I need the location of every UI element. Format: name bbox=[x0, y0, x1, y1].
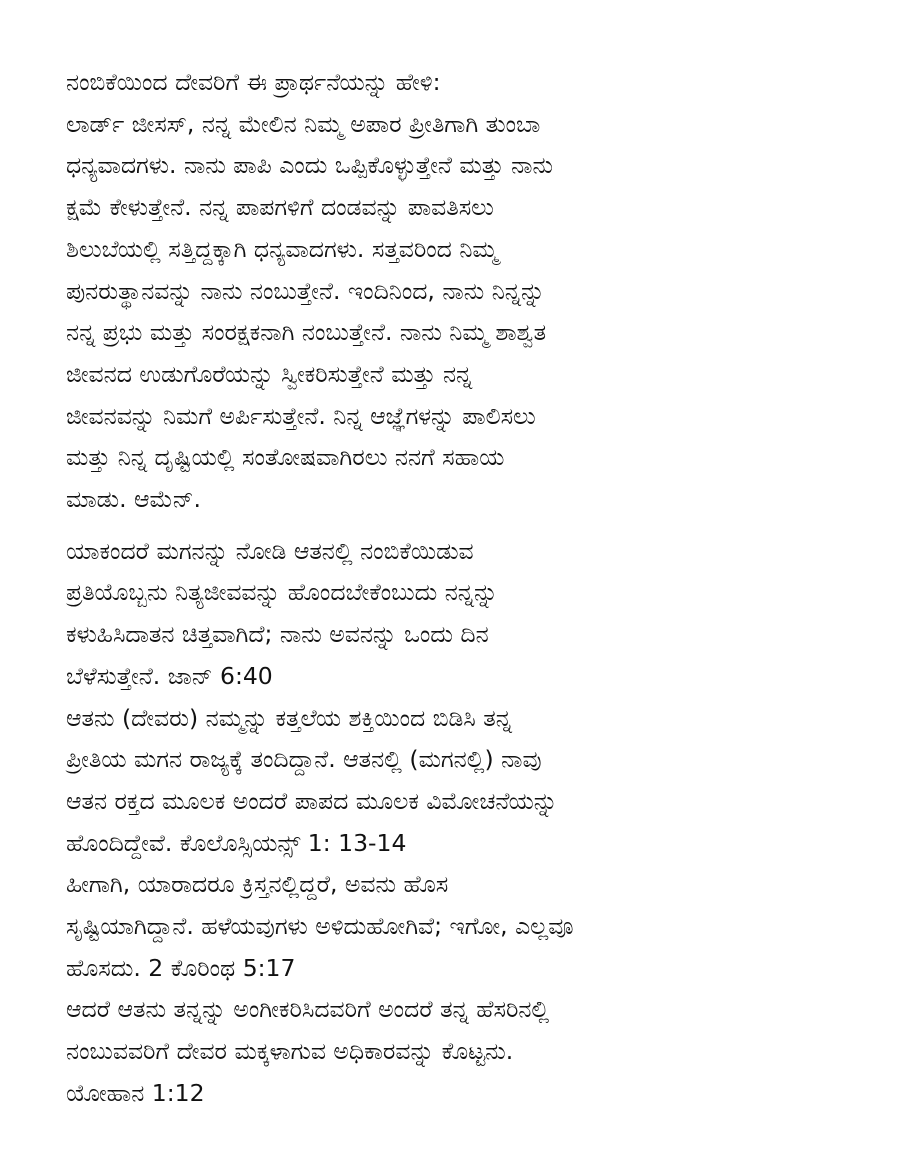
document-page bbox=[66, 62, 866, 1115]
verse-line: ನಂಬುವವರಿಗೆ ದೇವರ ಮಕ್ಕಳಾಗುವ ಅಧಿಕಾರವನ್ನು ಕೊಟ್ಟನು. bbox=[66, 1037, 514, 1066]
prayer-paragraph bbox=[66, 62, 866, 521]
verse-line: ಯಾಕಂದರೆ ಮಗನನ್ನು ನೋಡಿ ಆತನಲ್ಲಿ ನಂಬಿಕೆಯಿಡುವ bbox=[66, 536, 474, 565]
verses-paragraph bbox=[66, 531, 866, 1115]
prayer-line: ಲಾರ್ಡ್ ಜೀಸಸ್, ನನ್ನ ಮೇಲಿನ ನಿಮ್ಮ ಅಪಾರ ಪ್ರೀತಿಗಾಗಿ ತುಂಬಾ bbox=[66, 109, 541, 138]
verse-line: ಯೋಹಾನ 1:12 bbox=[66, 1078, 205, 1107]
verse-line: ಆದರೆ ಆತನು ತನ್ನನ್ನು ಅಂಗೀಕರಿಸಿದವರಿಗೆ ಅಂದರೆ ತನ್ನ ಹೆಸರಿನಲ್ಲಿ bbox=[66, 995, 550, 1024]
prayer-line: ಮಾಡು. ಆಮೆನ್. bbox=[66, 485, 201, 514]
prayer-line: ನನ್ನ ಪ್ರಭು ಮತ್ತು ಸಂರಕ್ಷಕನಾಗಿ ನಂಬುತ್ತೇನೆ. ನಾನು ನಿಮ್ಮ ಶಾಶ್ವತ bbox=[66, 318, 547, 347]
prayer-line: ಪುನರುತ್ಥಾನವನ್ನು ನಾನು ನಂಬುತ್ತೇನೆ. ಇಂದಿನಿಂದ, ನಾನು ನಿನ್ನನ್ನು bbox=[66, 276, 545, 305]
verse-line: ಆತನು (ದೇವರು) ನಮ್ಮನ್ನು ಕತ್ತಲೆಯ ಶಕ್ತಿಯಿಂದ ಬಿಡಿಸಿ ತನ್ನ bbox=[66, 703, 512, 732]
prayer-line: ಜೀವನದ ಉಡುಗೊರೆಯನ್ನು ಸ್ವೀಕರಿಸುತ್ತೇನೆ ಮತ್ತು ನನ್ನ bbox=[66, 359, 473, 388]
prayer-line: ಶಿಲುಬೆಯಲ್ಲಿ ಸತ್ತಿದ್ದಕ್ಕಾಗಿ ಧನ್ಯವಾದಗಳು. ಸತ್ತವರಿಂದ ನಿಮ್ಮ bbox=[66, 234, 498, 263]
prayer-line: ಜೀವನವನ್ನು ನಿಮಗೆ ಅರ್ಪಿಸುತ್ತೇನೆ. ನಿನ್ನ ಆಜ್ಞೆಗಳನ್ನು ಪಾಲಿಸಲು bbox=[66, 401, 536, 430]
prayer-line: ಕ್ಷಮೆ ಕೇಳುತ್ತೇನೆ. ನನ್ನ ಪಾಪಗಳಿಗೆ ದಂಡವನ್ನು ಪಾವತಿಸಲು bbox=[66, 193, 494, 222]
verse-line: ಪ್ರತಿಯೊಬ್ಬನು ನಿತ್ಯಜೀವವನ್ನು ಹೊಂದಬೇಕೆಂಬುದು ನನ್ನನ್ನು bbox=[66, 578, 498, 607]
prayer-line: ಮತ್ತು ನಿನ್ನ ದೃಷ್ಟಿಯಲ್ಲಿ ಸಂತೋಷವಾಗಿರಲು ನನಗೆ ಸಹಾಯ bbox=[66, 443, 505, 472]
verse-line: ಹೊಂದಿದ್ದೇವೆ. ಕೊಲೊಸ್ಸಿಯನ್ಸ್ 1: 13-14 bbox=[66, 828, 407, 857]
prayer-intro: ನಂಬಿಕೆಯಿಂದ ದೇವರಿಗೆ ಈ ಪ್ರಾರ್ಥನೆಯನ್ನು ಹೇಳಿ: bbox=[66, 68, 441, 96]
verse-line: ಬೆಳೆಸುತ್ತೇನೆ. ಜಾನ್ 6:40 bbox=[66, 661, 273, 690]
verse-line: ಹೊಸದು. 2 ಕೊರಿಂಥ 5:17 bbox=[66, 953, 296, 982]
verse-line: ಕಳುಹಿಸಿದಾತನ ಚಿತ್ತವಾಗಿದೆ; ನಾನು ಅವನನ್ನು ಒಂದು ದಿನ bbox=[66, 620, 489, 649]
verse-line: ಆತನ ರಕ್ತದ ಮೂಲಕ ಅಂದರೆ ಪಾಪದ ಮೂಲಕ ವಿಮೋಚನೆಯನ್ನು bbox=[66, 786, 558, 815]
verse-line: ಸೃಷ್ಟಿಯಾಗಿದ್ದಾನೆ. ಹಳೆಯವುಗಳು ಅಳಿದುಹೋಗಿವೆ; ಇಗೋ, ಎಲ್ಲವೂ bbox=[66, 912, 574, 941]
verse-line: ಪ್ರೀತಿಯ ಮಗನ ರಾಜ್ಯಕ್ಕೆ ತಂದಿದ್ದಾನೆ. ಆತನಲ್ಲಿ (ಮಗನಲ್ಲಿ) ನಾವು bbox=[66, 745, 542, 774]
prayer-line: ಧನ್ಯವಾದಗಳು. ನಾನು ಪಾಪಿ ಎಂದು ಒಪ್ಪಿಕೊಳ್ಳುತ್ತೇನೆ ಮತ್ತು ನಾನು bbox=[66, 151, 553, 180]
verse-line: ಹೀಗಾಗಿ, ಯಾರಾದರೂ ಕ್ರಿಸ್ತನಲ್ಲಿದ್ದರೆ, ಅವನು ಹೊಸ bbox=[66, 870, 449, 899]
